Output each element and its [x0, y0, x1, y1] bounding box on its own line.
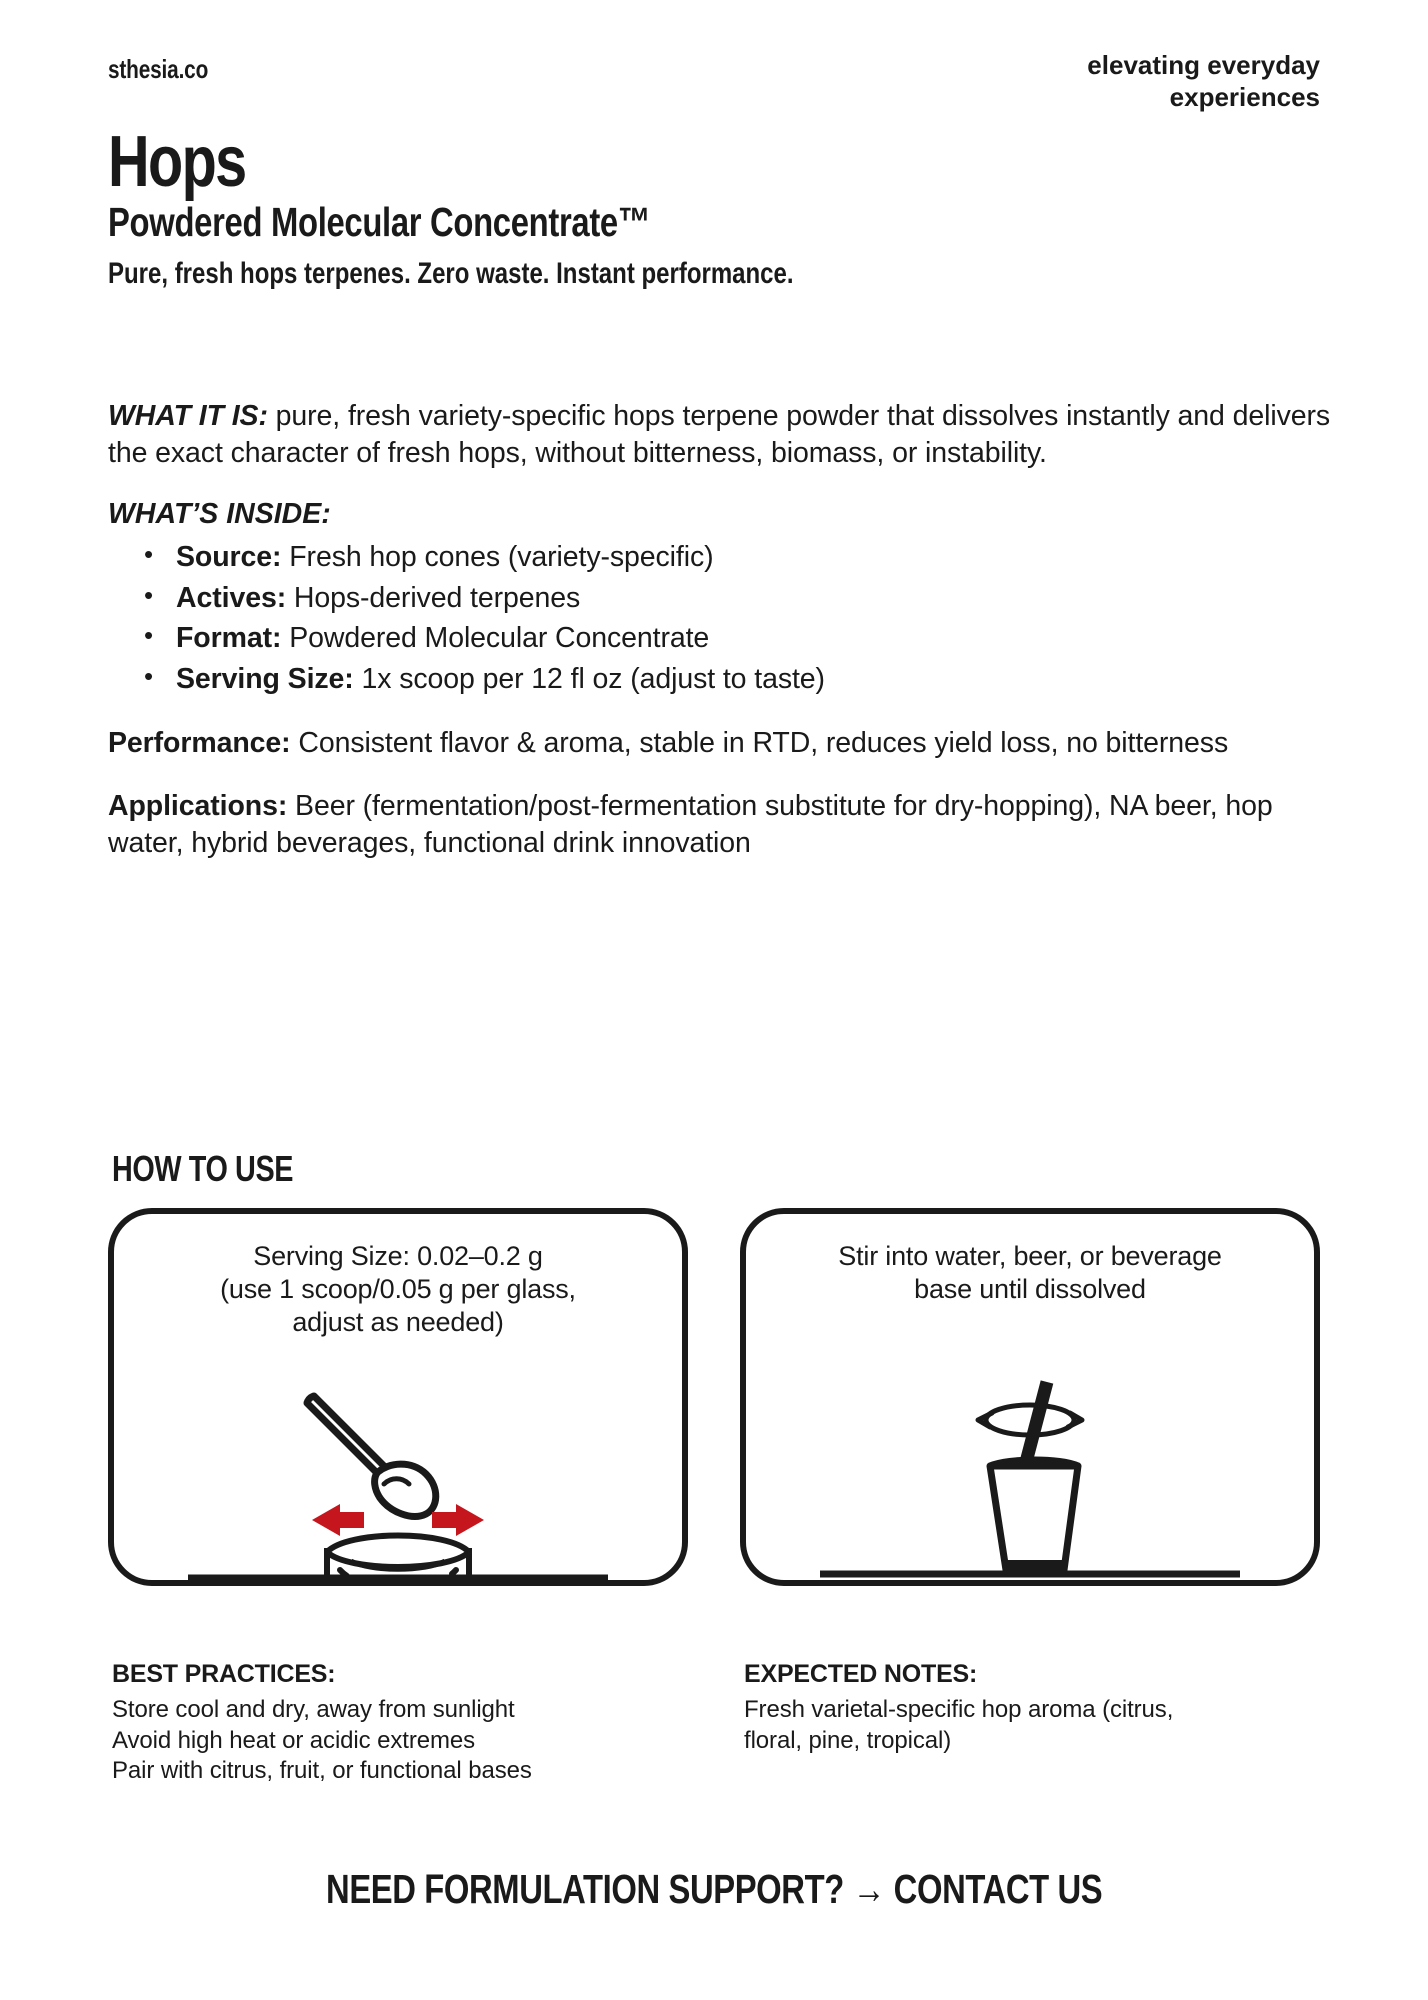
- list-item: [108, 537, 1333, 577]
- panel-caption-line-1: Serving Size: 0.02–0.2 g: [253, 1241, 543, 1271]
- panel-caption: [772, 1240, 1288, 1306]
- brand-tagline: [900, 50, 1320, 113]
- inside-item-label: Serving Size:: [176, 662, 354, 695]
- product-title-text: Hops: [108, 122, 246, 202]
- panel-caption-line-1: Stir into water, beer, or beverage: [838, 1241, 1222, 1271]
- how-to-use-heading-text: HOW TO USE: [112, 1148, 294, 1189]
- performance-label: Performance:: [108, 726, 291, 759]
- inside-item-value: Fresh hop cones (variety-specific): [281, 541, 714, 574]
- expected-notes-line: Fresh varietal-specific hop aroma (citrus,: [744, 1696, 1174, 1723]
- body-copy: [108, 398, 1333, 888]
- panel-caption-line-2: base until dissolved: [914, 1273, 1146, 1304]
- masthead: [108, 50, 1320, 134]
- brand-logo[interactable]: [108, 54, 233, 85]
- inside-item-value: Hops-derived terpenes: [286, 581, 581, 614]
- how-to-use-panel-dosing: [108, 1208, 688, 1586]
- applications-paragraph: [108, 788, 1333, 862]
- panel-caption-line-3: adjust as needed): [292, 1306, 504, 1337]
- how-to-use-panels: [108, 1208, 1320, 1586]
- what-it-is-text: pure, fresh variety-specific hops terpene powder that dissolves instantly and delivers the exact character of fresh hops, without bitterness, biomass, or instability.: [108, 400, 1331, 470]
- best-practices-line: Store cool and dry, away from sunlight: [112, 1696, 515, 1723]
- brand-tagline-line-1: elevating everyday: [1087, 50, 1320, 80]
- inside-item-value: Powdered Molecular Concentrate: [281, 622, 710, 655]
- how-to-use-heading: [112, 1148, 338, 1190]
- best-practices-block: [112, 1660, 692, 1787]
- list-item: [108, 578, 1333, 618]
- performance-paragraph: [108, 725, 1333, 762]
- best-practices-line: Pair with citrus, fruit, or functional bases: [112, 1757, 532, 1785]
- best-practices-line: Avoid high heat or acidic extremes: [112, 1726, 476, 1754]
- inside-item-value: 1x scoop per 12 fl oz (adjust to taste): [353, 662, 825, 695]
- list-item: [108, 618, 1333, 658]
- best-practices-title: BEST PRACTICES:: [112, 1660, 336, 1688]
- inside-item-label: Source:: [176, 541, 282, 574]
- applications-text: Beer (fermentation/post-fermentation substitute for dry-hopping), NA beer, hop water, hybrid beverages, functional drink innovation: [108, 790, 1273, 860]
- applications-label: Applications:: [108, 790, 288, 823]
- product-promise-text: Pure, fresh hops terpenes. Zero waste. Instant performance.: [108, 257, 794, 291]
- product-subtitle: [108, 199, 1320, 246]
- whats-inside-heading: WHAT’S INSIDE:: [108, 498, 331, 531]
- what-it-is-label: WHAT IT IS:: [108, 400, 268, 432]
- what-it-is-paragraph: [108, 398, 1333, 472]
- title-block: [108, 122, 1320, 291]
- performance-text: Consistent flavor & aroma, stable in RTD, reduces yield loss, no bitterness: [290, 726, 1229, 759]
- expected-notes-title: EXPECTED NOTES:: [744, 1660, 978, 1688]
- glass-with-stir-stick-icon: [746, 1380, 1314, 1580]
- notes-row: [112, 1660, 1328, 1787]
- inside-item-label: Format:: [176, 622, 282, 655]
- brand-logo-text: sthesia.co: [108, 54, 209, 84]
- contact-us-cta[interactable]: [0, 1866, 1428, 1913]
- scoop-and-container-icon: [114, 1380, 682, 1580]
- product-promise: [108, 257, 1320, 290]
- brand-tagline-line-2: experiences: [1169, 81, 1320, 112]
- contact-us-cta-text: NEED FORMULATION SUPPORT? → CONTACT US: [325, 1866, 1103, 1912]
- expected-notes-block: [744, 1660, 1324, 1787]
- inside-item-label: Actives:: [176, 581, 287, 614]
- list-item: [108, 659, 1333, 699]
- panel-caption: [140, 1240, 656, 1339]
- product-title: [108, 122, 1320, 202]
- product-subtitle-text: Powdered Molecular Concentrate™: [108, 199, 651, 246]
- how-to-use-panel-stirring: [740, 1208, 1320, 1586]
- whats-inside-list: [108, 537, 1333, 699]
- expected-notes-line: floral, pine, tropical): [744, 1726, 952, 1754]
- panel-caption-line-2: (use 1 scoop/0.05 g per glass,: [220, 1273, 576, 1304]
